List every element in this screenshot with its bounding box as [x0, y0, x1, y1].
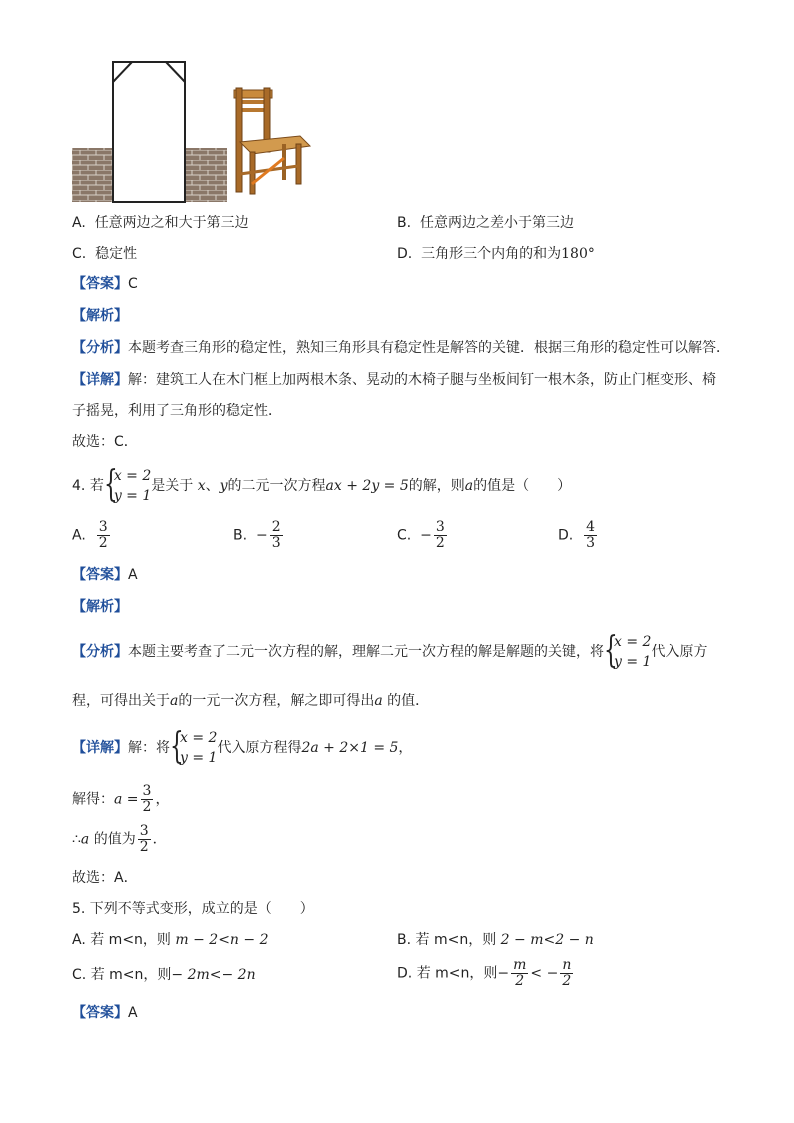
q3-option-d: D. 三角形三个内角的和为180°	[397, 246, 595, 262]
q5-option-d: D. 若 m<n，则− $\frac{m}{2}$ < − $\frac{n}{2}$	[397, 957, 572, 989]
q5-option-c: C. 若 m<n，则− 2m<− 2n	[72, 967, 256, 983]
q4-option-b: B. − $\frac{2}{3}$	[233, 519, 281, 551]
q3-xiangjie-line2: 子摇晃，利用了三角形的稳定性．	[72, 403, 282, 419]
right-brick-wall	[185, 148, 227, 202]
door-frame	[113, 62, 185, 202]
q4-fenxi-line2: 程，可得出关于a的一元一次方程，解之即可得出a 的值．	[72, 693, 430, 709]
q3-option-a: A. 任意两边之和大于第三边	[72, 215, 249, 231]
wooden-chair-figure	[230, 86, 312, 196]
q3-guxuan: 故选：C．	[72, 434, 138, 450]
q3-xiangjie-line1: 【详解】解：建筑工人在木门框上加两根木条、晃动的木椅子腿与坐板间钉一根木条，防止门框变形、椅	[72, 372, 716, 388]
q4-option-d: D. $\frac{4}{3}$	[558, 519, 596, 551]
q3-answer: 【答案】C	[72, 276, 138, 292]
q4-option-a: A. $\frac{3}{2}$	[72, 519, 108, 551]
q5-option-b: B. 若 m<n，则 2 − m<2 − n	[397, 932, 594, 948]
q4-fenxi-line1: 【分析】本题主要考查了二元一次方程的解，理解二元一次方程的解是解题的关键，将 { x = 2 y = 1 代入原方	[72, 630, 708, 671]
q5-stem: 5. 下列不等式变形，成立的是（ ）	[72, 901, 314, 917]
q3-option-c: C. 稳定性	[72, 246, 138, 262]
q4-stem: 4. 若 { x = 2 y = 1 是关于 x、y的二元一次方程ax + 2y = 5的解，则a的值是（ ）	[72, 464, 572, 505]
q4-therefore: ∴a 的值为 $\frac{3}{2}$ ．	[72, 823, 167, 855]
q4-option-c: C. − $\frac{3}{2}$	[397, 519, 445, 551]
q4-xiangjie: 【详解】解：将 { x = 2 y = 1 代入原方程得2a + 2×1 = 5，	[72, 726, 413, 767]
door-frame-figure	[72, 60, 230, 205]
q4-guxuan: 故选：A．	[72, 870, 138, 886]
q4-system: { x = 2 y = 1	[103, 464, 152, 505]
q3-option-b: B. 任意两边之差小于第三边	[397, 215, 574, 231]
q5-answer: 【答案】A	[72, 1005, 138, 1021]
q4-answer: 【答案】A	[72, 567, 138, 583]
q3-analysis-heading: 【解析】	[72, 308, 128, 324]
q4-analysis-heading: 【解析】	[72, 599, 128, 615]
q4-jiede: 解得：a = $\frac{3}{2}$ ，	[72, 783, 170, 815]
q3-fenxi: 【分析】本题考查三角形的稳定性，熟知三角形具有稳定性是解答的关键．根据三角形的稳定性可以解答．	[72, 340, 730, 356]
left-brick-wall	[72, 148, 113, 202]
q5-option-a: A. 若 m<n，则 m − 2<n − 2	[72, 932, 269, 948]
